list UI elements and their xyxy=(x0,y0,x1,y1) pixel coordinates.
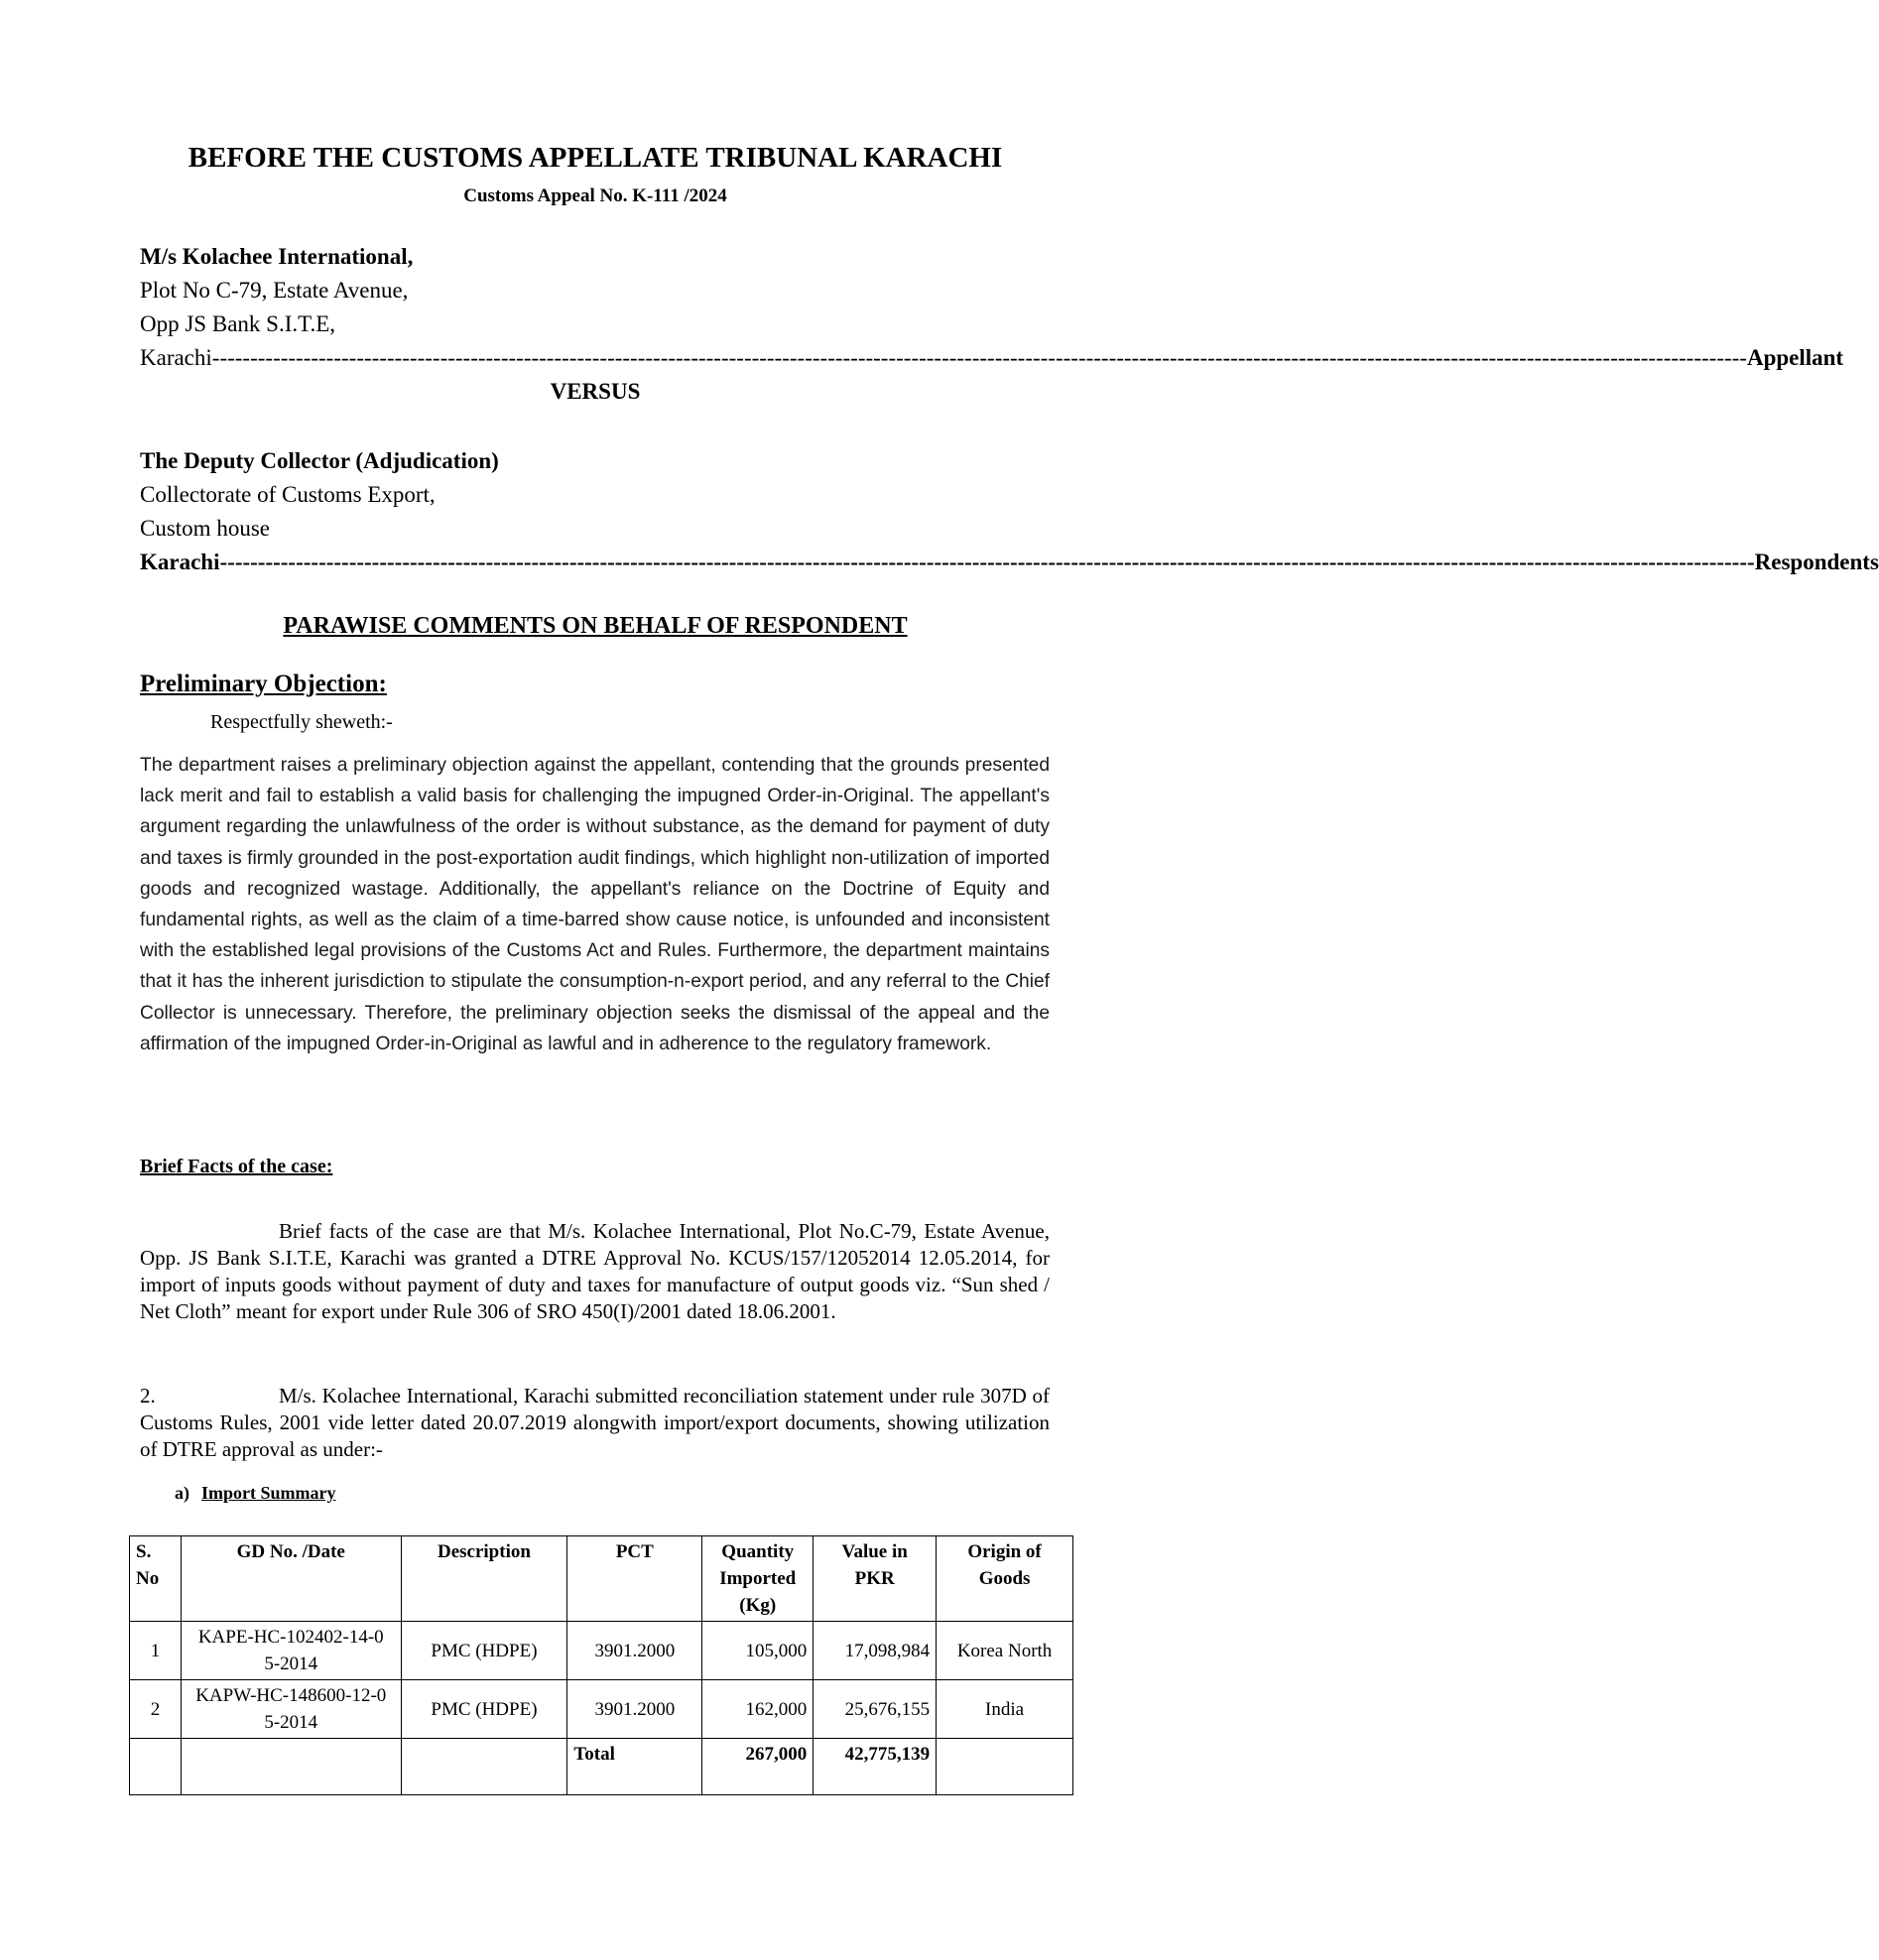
appellant-city-line xyxy=(140,345,1844,371)
cell-total-label: Total xyxy=(567,1739,702,1795)
dash-leader: ---------------------------------------------------------------------------------------------------------------------------------------------------------------------------------------------------------- xyxy=(211,345,1747,370)
versus-label: VERSUS xyxy=(550,379,641,404)
respondent-address-line2: Custom house xyxy=(140,516,270,541)
paragraph-number: 2. xyxy=(140,1384,156,1408)
appellant-address-line2: Opp JS Bank S.I.T.E, xyxy=(140,311,335,336)
cell-empty xyxy=(937,1739,1073,1795)
cell-value: 17,098,984 xyxy=(814,1622,937,1680)
table-total-row xyxy=(130,1739,1073,1795)
column-header-quantity: Quantity Imported (Kg) xyxy=(702,1536,814,1622)
column-header-value: Value in PKR xyxy=(814,1536,937,1622)
appellant-city: Karachi xyxy=(140,345,212,370)
cell-description: PMC (HDPE) xyxy=(401,1622,567,1680)
appellant-address-line1: Plot No C-79, Estate Avenue, xyxy=(140,278,409,303)
column-header-origin: Origin of Goods xyxy=(937,1536,1073,1622)
cell-description: PMC (HDPE) xyxy=(401,1680,567,1739)
respondent-role: Respondents xyxy=(1754,550,1879,574)
cell-total-value: 42,775,139 xyxy=(814,1739,937,1795)
respondent-name: The Deputy Collector (Adjudication) xyxy=(140,448,499,473)
cell-quantity: 162,000 xyxy=(702,1680,814,1739)
import-summary-table xyxy=(129,1535,1073,1795)
paragraph-text: M/s. Kolachee International, Karachi submitted reconciliation statement under rule 307D of Customs Rules, 2001 vide letter dated 20.07.2019 alongwith import/export documents, showing utilization of DTRE approval as under:- xyxy=(140,1384,1050,1461)
brief-facts-heading: Brief Facts of the case: xyxy=(140,1156,333,1177)
import-summary-title: Import Summary xyxy=(201,1483,336,1503)
column-header-pct: PCT xyxy=(567,1536,702,1622)
column-header-description: Description xyxy=(401,1536,567,1622)
cell-sno: 2 xyxy=(130,1680,182,1739)
appellant-role: Appellant xyxy=(1746,345,1844,370)
brief-facts-paragraph-1: Brief facts of the case are that M/s. Kolachee International, Plot No.C-79, Estate Avenue, Opp. JS Bank S.I.T.E, Karachi was granted a DTRE Approval No. KCUS/157/12052014 12.05.2014, for import of inputs goods without payment of duty and taxes for manufacture of output goods viz. “Sun shed / Net Cloth” meant for export under Rule 306 of SRO 450(I)/2001 dated 18.06.2001. xyxy=(140,1219,1050,1323)
cell-gd: KAPW-HC-148600-12-05-2014 xyxy=(181,1680,401,1739)
comments-heading: PARAWISE COMMENTS ON BEHALF OF RESPONDENT xyxy=(283,613,908,639)
brief-facts-paragraph-2 xyxy=(140,1383,1050,1463)
respondent-city: Karachi xyxy=(140,550,220,574)
table-row xyxy=(130,1680,1073,1739)
table-row xyxy=(130,1622,1073,1680)
respondent-address-line1: Collectorate of Customs Export, xyxy=(140,482,436,507)
table-header-row xyxy=(130,1536,1073,1622)
preliminary-objection-body: The department raises a preliminary objection against the appellant, contending that the grounds presented lack merit and fail to establish a valid basis for challenging the impugned Order-in-Original. The appellant's argument regarding the unlawfulness of the order is without substance, as the demand for payment of duty and taxes is firmly grounded in the post-exportation audit findings, which highlight non-utilization of imported goods and recognized wastage. Additionally, the appellant's reliance on the Doctrine of Equity and fundamental rights, as well as the claim of a time-barred show cause notice, is unfounded and inconsistent with the established legal provisions of the Customs Act and Rules. Furthermore, the department maintains that it has the inherent jurisdiction to stipulate the consumption-n-export period, and any referral to the Chief Collector is unnecessary. Therefore, the preliminary objection seeks the dismissal of the appeal and the affirmation of the impugned Order-in-Original as lawful and in adherence to the regulatory framework. xyxy=(140,755,1050,1054)
cell-total-quantity: 267,000 xyxy=(702,1739,814,1795)
import-summary-label xyxy=(175,1483,336,1504)
cell-gd: KAPE-HC-102402-14-05-2014 xyxy=(181,1622,401,1680)
column-header-gd: GD No. /Date xyxy=(181,1536,401,1622)
document-title: BEFORE THE CUSTOMS APPELLATE TRIBUNAL KARACHI xyxy=(188,142,1003,174)
column-header-sno: S. No xyxy=(130,1536,182,1622)
cell-empty xyxy=(181,1739,401,1795)
preliminary-objection-heading: Preliminary Objection: xyxy=(140,671,387,697)
cell-empty xyxy=(401,1739,567,1795)
cell-value: 25,676,155 xyxy=(814,1680,937,1739)
cell-quantity: 105,000 xyxy=(702,1622,814,1680)
cell-empty xyxy=(130,1739,182,1795)
cell-pct: 3901.2000 xyxy=(567,1680,702,1739)
cell-origin: Korea North xyxy=(937,1622,1073,1680)
cell-pct: 3901.2000 xyxy=(567,1622,702,1680)
respectfully-sheweth: Respectfully sheweth:- xyxy=(210,711,393,733)
dash-leader: ---------------------------------------------------------------------------------------------------------------------------------------------------------------------------------------------------------- xyxy=(219,550,1755,574)
appeal-number: Customs Appeal No. K-111 /2024 xyxy=(463,185,727,206)
respondent-city-line xyxy=(140,550,1879,575)
cell-sno: 1 xyxy=(130,1622,182,1680)
appellant-name: M/s Kolachee International, xyxy=(140,244,414,269)
cell-origin: India xyxy=(937,1680,1073,1739)
list-marker: a) xyxy=(175,1483,189,1503)
